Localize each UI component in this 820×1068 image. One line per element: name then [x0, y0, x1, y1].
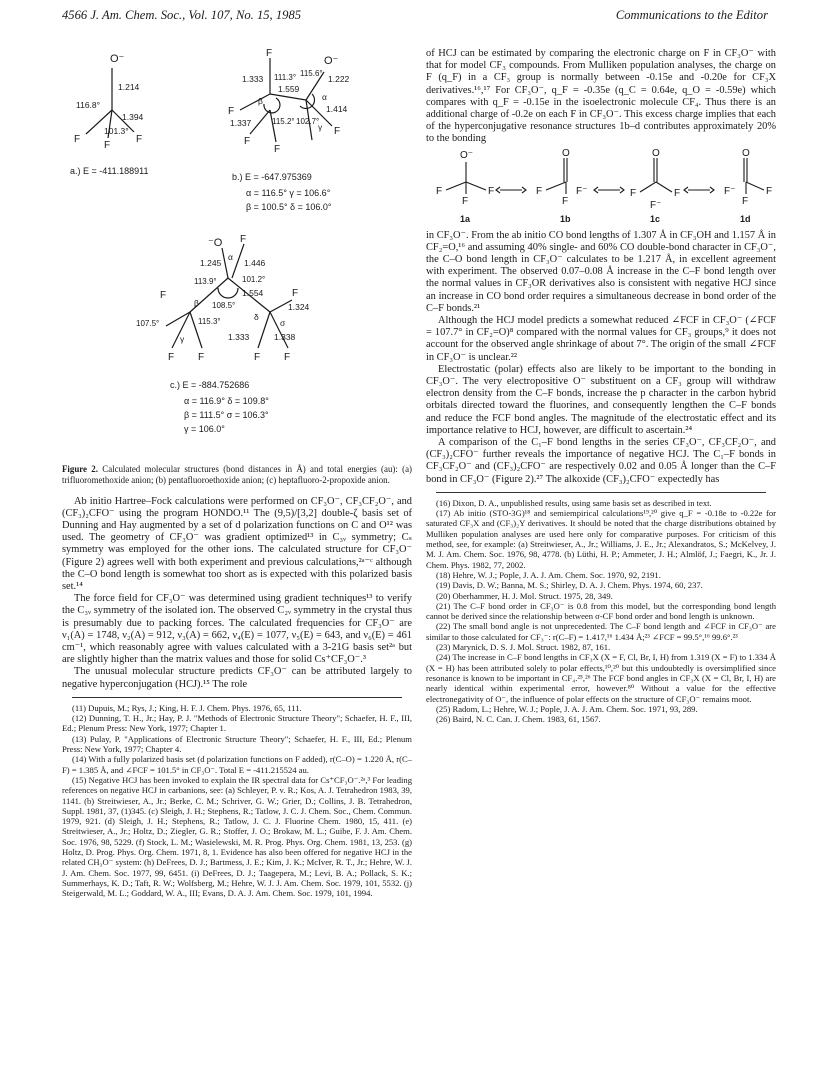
c-angle-4: 107.5° — [136, 319, 160, 328]
footnote: (26) Baird, N. C. Can. J. Chem. 1983, 61, 1567. — [436, 714, 601, 725]
c-alpha: α — [228, 252, 233, 262]
a-bond-cf: 1.394 — [122, 112, 144, 122]
footnote: (22) The small bond angle is not unprecedented. The C–F bond length and ∠FCF in CF₃O⁻ are similar to those calculated for CF₃⁻: r(C–F) = 1.417,¹⁶ 1.434 Å;²³ ∠FCF = 99.5°,¹⁶ 99.6°.²³ — [426, 621, 776, 642]
right-paragraph: of HCJ can be estimated by comparing the electronic charge on F in CF₃O⁻ with that for model CF₃ compounds. From Mulliken population analyses, the charge on F (q_F) in a CF₃ group is normally between -0.15e and -0.20e for CF₃X derivatives.¹⁶,¹⁷ For CF₃O⁻, q_F = -0.35e (q_C = 0.64e, q_O = -0.59e) which compares with q_F = -0.15e in the isoelectronic molecule CF₄. Thus there is an additional charge of -0.2e on each F in CF₃O⁻. This excess charge implies that each of the hyperconjugative resonance structures 1b–d contributes approximately 20% to the bonding — [426, 48, 776, 145]
a-fluorine-3: F — [104, 140, 111, 151]
figure-caption-text: Calculated molecular structures (bond distances in Å) and total energies (au): (a) trifluoromethoxide anion; (b) pentafluoroethoxide anion; (c) heptafluoro-2-propoxide anion. — [62, 464, 412, 485]
b-fluorine-b2: F — [274, 144, 281, 155]
res-1d-f1: F — [766, 185, 773, 197]
footnote: (21) The C–F bond order in CF₃O⁻ is 0.8 from this model, but the corresponding bond length cannot be derived since the relationship between σ-CF bond order and bond length is unknown. — [426, 600, 776, 622]
b-angle-2: 115.6° — [300, 69, 323, 78]
footnote: (20) Oberhammer, H. J. Mol. Struct. 1975, 28, 349. — [436, 590, 613, 601]
res-1a-f2: F — [488, 185, 495, 197]
c-bond-1: 1.245 — [200, 258, 222, 268]
res-label-1c: 1c — [650, 213, 661, 224]
c-delta: δ — [254, 312, 259, 322]
left-body — [62, 496, 412, 691]
res-1b-oxygen: O — [562, 147, 570, 159]
b-fluorine-b1: F — [244, 136, 251, 147]
right-footnotes — [426, 498, 776, 725]
footnote: (14) With a fully polarized basis set (d polarization functions on F added), r(C–O) = 1.220 Å, r(C–F) = 1.385 Å, and ∠FCF = 101.5° in CF₃O⁻. Total E = -411.215524 au. — [62, 754, 412, 775]
figure-2 — [62, 48, 412, 486]
a-angle-fcf: 101.3° — [104, 126, 129, 136]
footnote-divider — [436, 492, 766, 493]
footnote: (24) The increase in C–F bond lengths in CF₃X (X = F, Cl, Br, I, H) from 1.319 (X = F) to 1.334 Å (X = H) has been attributed solely to polar effects,¹⁰,²⁰ but this undoubtedly is oversimplified since resonance is known to be important in CF₄.²⁵,²⁶ The FCF bond angles in CF₃X (X = Cl, Br, I, H) are nearly identical within experimental error, however.⁸⁰ Without a value for the effective electronegativity of O⁻, the influence of polar effects on the structure of CF₃O⁻ remains moot. — [426, 652, 776, 704]
a-oxygen: O⁻ — [110, 53, 125, 65]
right-paragraph: A comparison of the C₁–F bond lengths in the series CF₃O⁻, CF₃CF₂O⁻, and (CF₃)₂CFO⁻ further reveals the importance of negative HCJ. The C₁–F bonds in CF₃CF₂O⁻ and (CF₃)₂CFO⁻ are respectively 0.02 and 0.05 Å longer than the C–F bond in CF₃O⁻ (Figure 2).²⁷ The alkoxide (CF₃)₂CFO⁻ expectedly has — [426, 437, 776, 485]
b-alpha: α — [322, 92, 327, 102]
c-fluorine-top: F — [240, 234, 247, 245]
b-fluorine-right: F — [334, 126, 341, 137]
b-beta: β — [258, 96, 263, 106]
footnote-divider — [72, 697, 402, 698]
footnote: (18) Hehre, W. J.; Pople, J. A. J. Am. Chem. Soc. 1970, 92, 2191. — [436, 569, 661, 580]
c-fluorine-right: F — [292, 288, 299, 299]
res-1c-fminus: F⁻ — [650, 199, 662, 211]
res-1d-f3: F — [742, 195, 749, 207]
c-fluorine-1: F — [168, 352, 175, 363]
c-fluorine-2: F — [198, 352, 205, 363]
res-label-1d: 1d — [740, 213, 751, 224]
b-params-2: β = 100.5° δ = 106.0° — [246, 202, 332, 212]
c-angle-2: 101.2° — [242, 275, 266, 284]
a-angle-ocf: 116.8° — [76, 100, 101, 110]
c-beta: β — [194, 298, 199, 308]
b-energy-label: b.) E = -647.975369 — [232, 172, 312, 182]
molecular-structures-ab — [62, 48, 412, 230]
b-bond-co: 1.222 — [328, 74, 350, 84]
a-fluorine-1: F — [74, 134, 81, 145]
left-paragraph: The unusual molecular structure predicts CF₃O⁻ can be attributed largely to negative hyperconjugation (HCJ).¹⁵ The role — [62, 666, 412, 690]
c-fluorine-3: F — [254, 352, 261, 363]
c-angle-3: 108.5° — [212, 301, 236, 310]
res-label-1a: 1a — [460, 213, 471, 224]
footnote: (13) Pulay, P. "Applications of Electronic Structure Theory"; Schaefer, H. F., III, Ed.; Plenum Press: New York, 1977; Chapter 4. — [62, 733, 412, 755]
b-bond-cc: 1.559 — [278, 84, 300, 94]
footnote: (23) Marynick, D. S. J. Mol. Struct. 1982, 87, 161. — [436, 642, 611, 653]
footnote: (15) Negative HCJ has been invoked to explain the IR spectral data for Cs⁺CF₃O⁻.²ᵃ,³ For leading references on negative HCJ in carbanions, see: (a) Schleyer, P. v. R.; Kos, A. J. Tetrahedron 1983, 39, 1141. (b) Streitwieser, A., Jr.; Berke, C. M.; Schriver, G. W.; Grier, D.; Collins, J. B. Tetrahedron, Suppl. 1981, 37, (1)345. (c) Sleigh, J. H.; Stephens, R.; Tatlow, J. C. J. Chem. Soc., Chem. Commun. 1979, 921. (d) Sleigh, J. H.; Stephens, R.; Tatlow, J. C. J. Fluorine Chem. 1980, 15, 411. (e) Streitwieser, A., Jr.; Holtz, D.; Ziegler, G. R.; Stoffer, J. O.; Brokaw, M. L.; Guibe, F. J. Am. Chem. Soc. 1976, 98, 5229. (f) Stock, L. M.; Wasielewski, M. R. Prog. Phys. Org. Chem. 1981, 13, 253. (g) Holtz, D. Prog. Phys. Org. Chem. 1971, 8, 1. Evidence has also been offered for negative HCJ in the related CH₃O⁻ system: (h) DeFrees, D. J.; Bartmess, J. E.; Kim, J. K.; McIver, R. T., Jr.; Hehre, W. J. J. Am. Chem. Soc. 1977, 99, 6451. (i) DeFrees, D. J.; Taagepera, M.; Levi, B. A.; Pollack, S. K.; Summerhays, K. D.; Taft, R. W.; Wolfsberg, M.; Hehre, W. J. J. Am. Chem. Soc. 1979, 101, 5532. (j) Steigerwald, M. L.; Goddard, W. A., III; Evans, D. A. J. Am. Chem. Soc. 1979, 101, 1994. — [62, 774, 412, 899]
a-energy-label: a.) E = -411.188911 — [70, 166, 149, 176]
res-1b-f2: F — [562, 195, 569, 207]
res-1a-f1: F — [436, 185, 443, 197]
running-header-right: Communications to the Editor — [615, 8, 768, 22]
running-header-left: 4566 J. Am. Chem. Soc., Vol. 107, No. 15, 1985 — [62, 8, 302, 22]
c-params-2: β = 111.5° σ = 106.3° — [184, 410, 269, 420]
c-angle-5: 115.3° — [198, 317, 221, 326]
res-label-1b: 1b — [560, 213, 571, 224]
footnote: (19) Davis, D. W.; Banna, M. S.; Shirley, D. A. J. Chem. Phys. 1974, 60, 237. — [436, 580, 703, 591]
c-oxygen: ⁻O — [208, 237, 223, 249]
c-bond-3: 1.554 — [242, 288, 264, 298]
c-fluorine-left: F — [160, 290, 167, 301]
a-bond-co: 1.214 — [118, 82, 140, 92]
b-gamma: γ — [318, 122, 323, 132]
res-1d-oxygen: O — [742, 147, 750, 159]
footnote: (16) Dixon, D. A., unpublished results, using same basis set as described in text. — [436, 497, 712, 508]
c-fluorine-4: F — [284, 352, 291, 363]
res-1c-oxygen: O — [652, 147, 660, 159]
footnote: (11) Dupuis, M.; Rys, J.; King, H. F. J. Chem. Phys. 1976, 65, 111. — [72, 702, 302, 713]
a-fluorine-2: F — [136, 134, 143, 145]
figure-caption — [62, 464, 412, 486]
c-bond-2: 1.446 — [244, 258, 266, 268]
b-angle-3: 115.2° — [272, 117, 295, 126]
right-paragraph: in CF₃O⁻. From the ab initio CO bond lengths of 1.307 Å in CF₃OH and 1.157 Å in CF₂=O,¹⁶ and assuming 40% single- and 60% CO double-bond character in CF₃O⁻, the C–O bond length in CF₃O⁻ calculates to be 1.217 Å, in excellent agreement with experiment. The observed 0.07–0.08 Å increase in the C–F bond length over the normal values in CF₃OR derivatives also is consistent with negative HCJ since an increase in CO bond order requires a simultaneous decrease in bond order of the C–F bonds.²¹ — [426, 229, 776, 314]
figure-caption-label: Figure 2. — [62, 464, 98, 474]
right-body — [426, 230, 776, 486]
b-bond-cf: 1.333 — [242, 74, 264, 84]
c-bond-5: 1.333 — [228, 332, 250, 342]
c-params-3: γ = 106.0° — [184, 424, 225, 434]
res-1c-f2: F — [674, 187, 681, 199]
c-bond-6: 1.338 — [274, 332, 296, 342]
c-sigma: σ — [280, 318, 286, 328]
c-bond-4: 1.324 — [288, 302, 310, 312]
footnote: (25) Radom, L.; Hehre, W. J.; Pople, J. A. J. Am. Chem. Soc. 1971, 93, 289. — [436, 703, 698, 714]
res-1b-fminus: F⁻ — [576, 185, 588, 197]
footnote: (17) Ab initio (STO-3G)¹⁸ and semiempirical calculations¹⁹,²⁰ give q_F = -0.18e to -0.22e for saturated CF₃X and (CF₃)₂Y derivatives. It should be noted that the charge distributions obtained by Mulliken population analyses are used here only for comparative purposes. For criticism of this method, see, for example: (a) Streitwieser, A., Jr.; Williams, J. E., Jr.; Alexandratos, S.; McKelvey, J. M. J. Am. Chem. Soc. 1976, 98, 4778. (b) Lüthi, H. P.; Ammeter, J. H.; Almlöf, J.; Faegri, K., Jr. J. Chem. Phys. 1982, 77, 2002. — [426, 508, 776, 570]
res-1c-f1: F — [630, 187, 637, 199]
b-angle-1: 111.3° — [274, 73, 297, 82]
b-params-1: α = 116.5° γ = 106.6° — [246, 188, 331, 198]
c-angle-1: 113.9° — [194, 277, 217, 286]
c-params-1: α = 116.9° δ = 109.8° — [184, 396, 269, 406]
left-column — [62, 48, 412, 898]
left-footnotes — [62, 703, 412, 899]
right-paragraph: Although the HCJ model predicts a somewhat reduced ∠FCF in CF₃O⁻ (∠FCF = 107.7° in CF₂=O)⁸ compared with the normal values for CF₃ groups,⁹ it does not account for the observed angle shrinkage of about 7°. The origin of the small ∠FCF in CF₃O⁻ is unclear.²² — [426, 315, 776, 363]
b-angle-4: 102.7° — [296, 117, 320, 126]
b-fluorine-top: F — [266, 48, 273, 59]
b-bond-cf3: 1.337 — [230, 118, 252, 128]
c-energy-label: c.) E = -884.752686 — [170, 380, 250, 390]
res-1b-f1: F — [536, 185, 543, 197]
res-1a-f3: F — [462, 195, 469, 207]
c-gamma: γ — [180, 334, 185, 344]
resonance-structures — [426, 146, 776, 226]
b-oxygen: O⁻ — [324, 55, 339, 67]
b-fluorine-left: F — [228, 106, 235, 117]
footnote: (12) Dunning, T. H., Jr.; Hay, P. J. "Methods of Electronic Structure Theory"; Schaefer, H. F., III, Ed.; Plenum Press: New York, 1977; Chapter 1. — [62, 713, 412, 734]
b-bond-cf2: 1.414 — [326, 104, 348, 114]
left-paragraph: The force field for CF₃O⁻ was determined using gradient techniques¹³ to verify the C₃ᵥ symmetry of the isolated ion. The observed C₂ᵥ symmetry in the crystal thus is presumably due to packing forces. The calculated frequencies for CF₃O⁻ are ν₁(A) = 1748, ν₂(A) = 912, ν₃(A) = 662, ν₄(E) = 1077, ν₅(E) = 643, and ν₆(E) = 461 cm⁻¹, which reasonably agree with values calculated with a 3-21G basis set²ᵃ but are slightly higher than the matrix values and those for solid Cs⁺CF₃O⁻.³ — [62, 593, 412, 666]
res-1a-oxygen: O⁻ — [460, 149, 474, 161]
right-paragraph: Electrostatic (polar) effects also are likely to be important to the bonding in CF₃O⁻. The very electropositive O⁻ substituent on a CF₃ group will withdraw electron density from the C–F bonds, increase the p character in the carbon hybrid orbitals directed toward the fluorines, and consequently lengthen the C–F bonds and reduce the FCF bond angles. The magnitude of the electrostatic effect and its importance relative to HCJ, however, are difficult to ascertain.²⁴ — [426, 363, 776, 436]
molecular-structure-c — [62, 230, 412, 460]
left-paragraph: Ab initio Hartree–Fock calculations were performed on CF₃O⁻, CF₃CF₂O⁻, and (CF₃)₂CFO⁻ using the program HONDO.¹¹ The (9,5)/[3,2] double-ζ basis set of Dunning and Hay augmented by a set of d polarization functions on C and O¹² was used. The geometry of CF₃O⁻ was gradient optimized¹³ in C₃ᵥ symmetry; Cₛ symmetry was employed for the other ions. The calculated structure for CF₃O⁻ (Figure 2) agrees well with both experiment and previous calculations,²ᵃ⁻ᶜ although the C–O bond length is somewhat too short as is expected with this polarized basis set.¹⁴ — [62, 495, 412, 593]
res-1d-fminus: F⁻ — [724, 185, 736, 197]
right-column — [426, 48, 776, 724]
